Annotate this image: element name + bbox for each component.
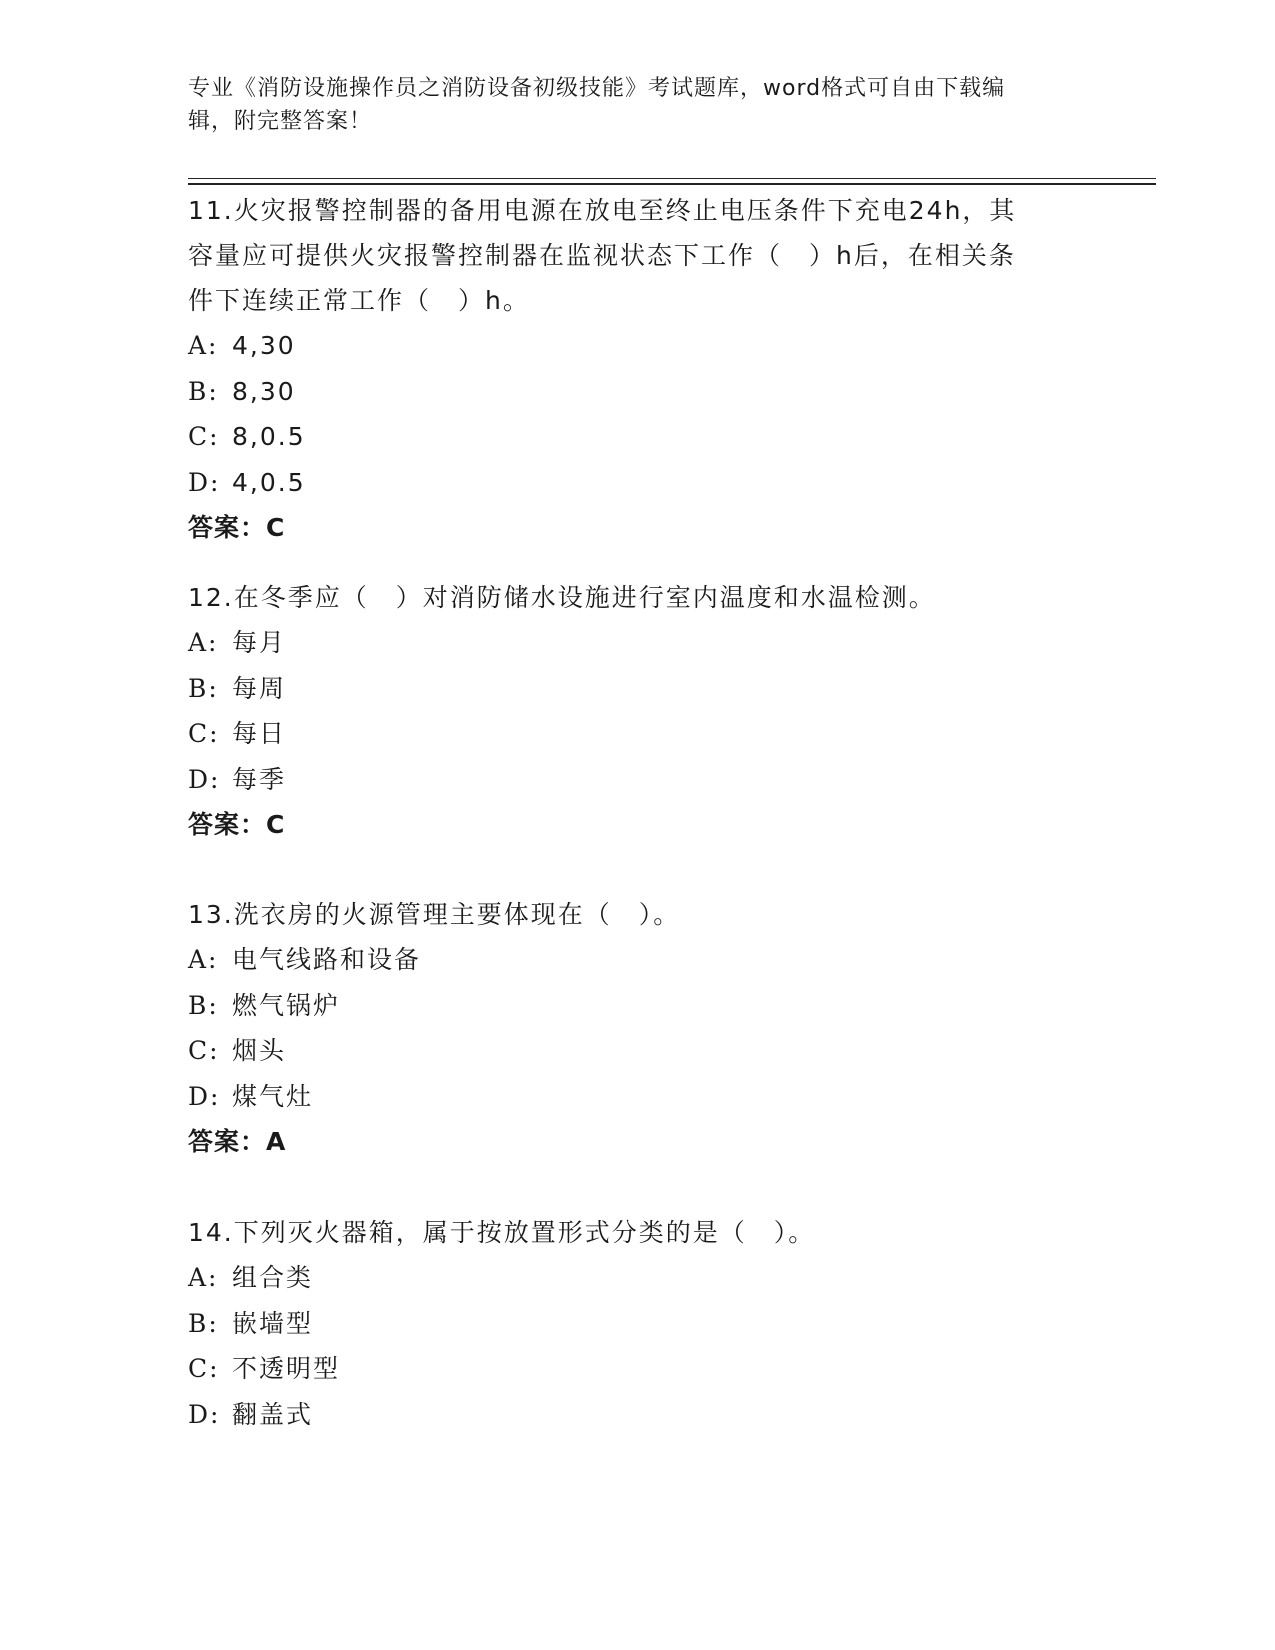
option-text: 燃气锅炉 [232, 990, 341, 1020]
option-letter: B: [188, 673, 219, 703]
option-text: 翻盖式 [232, 1399, 314, 1429]
option-letter: D: [188, 467, 221, 497]
option-letter: A: [188, 628, 219, 657]
option-letter: C: [188, 422, 220, 451]
question-stem-line: 14.下列灭火器箱，属于按放置形式分类的是（ ）。 [188, 1218, 816, 1247]
option-text: 8,30 [232, 376, 296, 406]
option-letter: C: [188, 1354, 220, 1383]
question-stem-line: 容量应可提供火灾报警控制器在监视状态下工作（ ）h后，在相关条 [188, 241, 1016, 270]
option-text: 烟头 [232, 1036, 287, 1065]
document-header [188, 72, 1078, 138]
option-letter: C: [188, 719, 220, 748]
option-letter: D: [188, 1399, 221, 1429]
header-divider-thin [188, 178, 1156, 179]
option-text: 嵌墙型 [232, 1308, 314, 1338]
option-letter: B: [188, 990, 219, 1020]
option-a [188, 1255, 1088, 1301]
question-stem-line: 件下连续正常工作（ ）h。 [188, 286, 530, 315]
option-text: 不透明型 [232, 1354, 341, 1383]
option-d [188, 1074, 1088, 1120]
option-c [188, 1346, 1088, 1392]
option-letter: B: [188, 1308, 219, 1338]
question-13 [188, 892, 1088, 1165]
option-a [188, 937, 1088, 983]
option-letter: A: [188, 1263, 219, 1292]
option-text: 每周 [232, 673, 287, 703]
answer-line: 答案：A [188, 1127, 287, 1156]
option-letter: A: [188, 945, 219, 974]
option-d [188, 1392, 1088, 1438]
option-letter: D: [188, 764, 221, 794]
question-stem-line: 12.在冬季应（ ）对消防储水设施进行室内温度和水温检测。 [188, 583, 936, 612]
option-c [188, 1028, 1088, 1074]
option-text: 电气线路和设备 [232, 945, 422, 974]
option-letter: D: [188, 1081, 221, 1111]
option-a [188, 323, 1088, 369]
question-stem-line: 13.洗衣房的火源管理主要体现在（ ）。 [188, 900, 681, 929]
option-letter: B: [188, 376, 219, 406]
option-b [188, 666, 1088, 712]
header-divider-thick [188, 183, 1156, 185]
option-text: 煤气灶 [232, 1081, 314, 1111]
question-stem-line: 11.火灾报警控制器的备用电源在放电至终止电压条件下充电24h，其 [188, 196, 1017, 225]
answer-line: 答案：C [188, 810, 286, 839]
option-c [188, 414, 1088, 460]
header-line-1: 专业《消防设施操作员之消防设备初级技能》考试题库，word格式可自由下载编 [188, 76, 1006, 101]
option-b [188, 369, 1088, 415]
question-12 [188, 575, 1088, 848]
option-letter: A: [188, 331, 219, 360]
option-text: 每日 [232, 719, 287, 748]
header-line-2: 辑，附完整答案！ [188, 109, 373, 134]
option-a [188, 620, 1088, 666]
option-letter: C: [188, 1036, 220, 1065]
answer-line: 答案：C [188, 513, 286, 542]
option-d [188, 460, 1088, 506]
option-text: 组合类 [232, 1263, 314, 1292]
option-b [188, 983, 1088, 1029]
option-c [188, 711, 1088, 757]
option-text: 每月 [232, 628, 287, 657]
option-text: 4,30 [232, 331, 296, 360]
option-text: 8,0.5 [232, 422, 306, 451]
question-14 [188, 1210, 1088, 1437]
option-text: 每季 [232, 764, 287, 794]
option-d [188, 757, 1088, 803]
option-text: 4,0.5 [232, 467, 306, 497]
option-b [188, 1301, 1088, 1347]
question-11 [188, 188, 1088, 551]
